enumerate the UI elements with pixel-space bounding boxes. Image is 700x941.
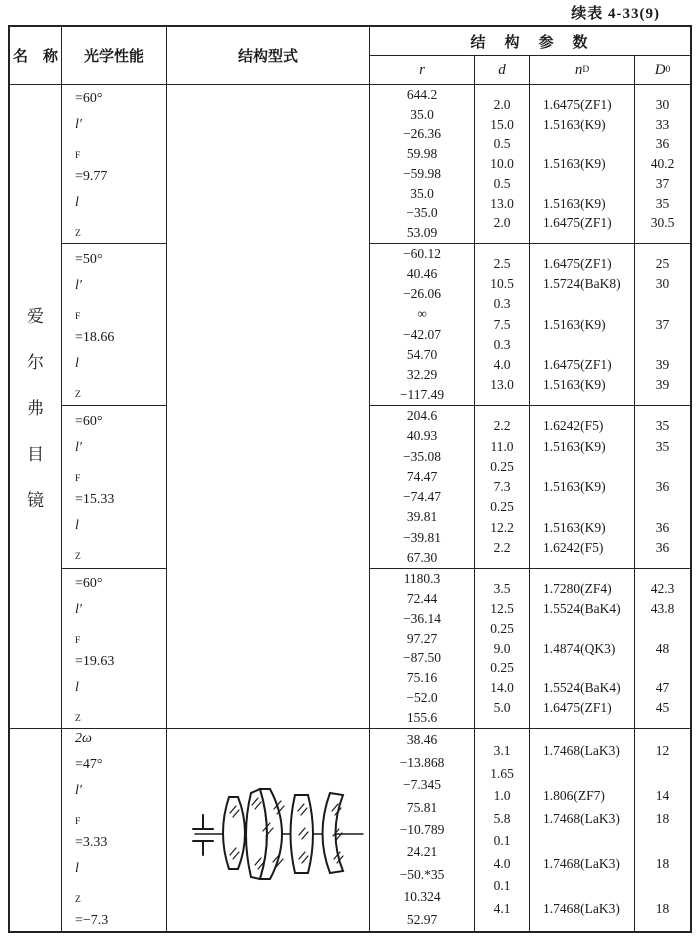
- d0-value: [635, 619, 690, 639]
- perf-symbol: l′: [75, 117, 82, 132]
- nd-value: 1.6242(F5): [543, 418, 604, 434]
- spacer: [530, 558, 634, 568]
- perf-symbol: l: [75, 355, 79, 371]
- d-value: 5.0: [493, 700, 511, 716]
- d0-value: 35: [655, 418, 670, 434]
- spacer: [635, 244, 690, 254]
- eyepiece-name-char: 镜: [27, 491, 44, 510]
- eyepiece-name-char: 目: [27, 445, 44, 464]
- perf-value: =60°: [75, 91, 103, 106]
- d-value: 0.25: [490, 499, 514, 515]
- nd-value: 1.5524(BaK4): [543, 600, 621, 616]
- d0-value: [635, 658, 690, 678]
- r-value: 75.81: [406, 799, 438, 815]
- r-value: 155.6: [406, 710, 438, 726]
- spacer: [530, 85, 634, 95]
- nd-value: [530, 174, 634, 194]
- perf-subscript: F: [75, 150, 81, 161]
- perf-subscript: Z: [75, 713, 81, 724]
- spacer: [475, 233, 529, 243]
- nd-value: 1.5163(K9): [543, 438, 606, 454]
- d-column: [475, 729, 529, 931]
- perf-value: =15.33: [75, 492, 115, 507]
- eyepiece-name-char: 爱: [27, 307, 44, 326]
- spacer: [635, 569, 690, 579]
- d-column: [475, 406, 529, 568]
- perf-line: [75, 856, 166, 931]
- r-value: −7.345: [403, 777, 441, 793]
- perf-symbol: l′: [75, 783, 82, 798]
- perf-value: =18.66: [75, 329, 115, 345]
- d0-value: 14: [655, 788, 670, 804]
- r-column: [370, 244, 474, 405]
- nd-value: 1.5163(K9): [543, 376, 606, 392]
- d-value: 7.5: [493, 316, 511, 332]
- spacer: [530, 569, 634, 579]
- perf-symbol: l′: [75, 440, 82, 455]
- d-value: 3.5: [493, 580, 511, 596]
- perf-symbol: l: [75, 195, 79, 210]
- perf-subscript: Z: [75, 894, 81, 905]
- d0-value: 39: [655, 376, 670, 392]
- perf-line: [75, 112, 166, 190]
- d0-value: 40.2: [650, 156, 675, 171]
- perf-symbol: l: [75, 861, 79, 876]
- perf-subscript: Z: [75, 228, 81, 239]
- r-column: [370, 729, 474, 931]
- d-value: 4.0: [493, 356, 511, 372]
- d-value: 11.0: [490, 438, 514, 454]
- perf-line: [75, 435, 166, 513]
- nd-value: [530, 497, 634, 517]
- perf-subscript: F: [75, 311, 81, 322]
- perf-line: [75, 569, 166, 597]
- d-value: 10.0: [490, 156, 514, 171]
- d0-value: 42.3: [650, 580, 675, 596]
- d-value: 13.0: [490, 195, 514, 211]
- nd-value: 1.7468(LaK3): [543, 900, 620, 916]
- d0-column: [635, 244, 690, 405]
- r-value: 39.81: [406, 509, 438, 525]
- spacer: [530, 920, 634, 931]
- perf-value: =−7.3: [75, 913, 109, 928]
- header-col-nd: n D: [530, 56, 634, 84]
- nd-value: 1.5163(K9): [543, 116, 606, 132]
- d0-value: 35: [655, 195, 670, 211]
- d0-value: 36: [655, 519, 670, 535]
- spacer: [475, 558, 529, 568]
- d-value: 0.5: [493, 136, 511, 152]
- d0-column: [635, 729, 690, 931]
- nd-column: [530, 85, 634, 243]
- perf-subscript: F: [75, 635, 81, 646]
- eyepiece-name-char: 尔: [27, 353, 44, 372]
- r-value: −13.868: [399, 754, 445, 770]
- d0-value: 18: [655, 900, 670, 916]
- d-value: 10.5: [490, 276, 514, 292]
- d-value: 1.65: [490, 765, 514, 781]
- r-value: 72.44: [406, 590, 438, 606]
- r-value: −26.06: [403, 286, 441, 302]
- optical-performance-cell: [62, 406, 166, 568]
- r-value: −59.98: [403, 165, 441, 181]
- perf-line: [75, 729, 166, 778]
- nd-value: [530, 830, 634, 852]
- spacer: [530, 395, 634, 405]
- spacer: [635, 406, 690, 416]
- nd-value: 1.7280(ZF4): [543, 580, 612, 596]
- d-value: 0.1: [493, 833, 511, 849]
- r-value: −50.*35: [399, 866, 445, 882]
- eyepiece-name-cell: [10, 85, 61, 728]
- d-column: [475, 569, 529, 728]
- nd-value: 1.5724(BaK8): [543, 276, 621, 292]
- optical-performance-cell: [62, 569, 166, 728]
- d0-value: 37: [655, 316, 670, 332]
- perf-line: [75, 85, 166, 112]
- r-value: 10.324: [403, 889, 441, 905]
- d0-value: 25: [655, 256, 670, 272]
- r-value: 54.70: [406, 346, 438, 362]
- perf-value: =3.33: [75, 835, 108, 850]
- perf-symbol: l′: [75, 277, 82, 293]
- header-col-d0: D 0: [635, 56, 690, 84]
- spacer: [635, 718, 690, 728]
- spacer: [530, 233, 634, 243]
- d0-value: 45: [655, 700, 670, 716]
- d-value: 0.1: [493, 878, 511, 894]
- d-value: 0.25: [490, 660, 514, 676]
- nd-value: [530, 294, 634, 314]
- r-value: 53.09: [406, 225, 438, 241]
- r-value: 1180.3: [403, 570, 441, 586]
- d-value: 2.2: [493, 418, 511, 434]
- nd-value: 1.5163(K9): [543, 519, 606, 535]
- perf-value: =9.77: [75, 169, 108, 184]
- nd-value: 1.806(ZF7): [543, 788, 605, 804]
- nd-value: 1.4874(QK3): [543, 640, 616, 656]
- d0-value: 39: [655, 356, 670, 372]
- perf-value: [75, 403, 166, 406]
- r-column: [370, 569, 474, 728]
- r-value: 74.47: [406, 468, 438, 484]
- perf-line: [75, 190, 166, 243]
- spacer: [530, 244, 634, 254]
- spacer: [475, 920, 529, 931]
- perf-value: =19.63: [75, 653, 115, 669]
- r-value: −52.0: [406, 690, 438, 706]
- nd-value: [530, 875, 634, 897]
- spacer: [530, 406, 634, 416]
- nd-value: 1.7468(LaK3): [543, 855, 620, 871]
- d-value: 7.3: [493, 479, 511, 494]
- nd-value: 1.6475(ZF1): [543, 256, 612, 272]
- d-value: 5.8: [493, 810, 511, 826]
- r-value: 75.16: [406, 670, 438, 686]
- header-col-d: d: [475, 56, 529, 84]
- perf-line: [75, 675, 166, 729]
- d-value: 0.25: [490, 620, 514, 636]
- nd-value: 1.5163(K9): [543, 316, 606, 332]
- r-value: −10.789: [399, 821, 445, 837]
- perf-symbol: l: [75, 679, 79, 695]
- nd-value: [530, 134, 634, 154]
- perf-line: [75, 513, 166, 568]
- eyepiece-name-char: 弗: [27, 399, 44, 418]
- perf-subscript: F: [75, 473, 81, 484]
- d-value: 4.0: [493, 855, 511, 871]
- optical-performance-cell: [62, 244, 166, 405]
- perf-symbol: l′: [75, 601, 82, 617]
- d-value: 2.5: [493, 256, 511, 272]
- perf-value: =60°: [75, 575, 103, 591]
- perf-line: [75, 273, 166, 351]
- r-value: 38.46: [406, 732, 438, 748]
- field-stop-icon: [193, 815, 213, 855]
- lens-element-4: [323, 793, 344, 873]
- optical-performance-cell: [62, 85, 166, 243]
- header-structure-type: 结构型式: [167, 27, 369, 84]
- r-value: 52.97: [406, 911, 438, 927]
- r-column: [370, 85, 474, 243]
- perf-value: =50°: [75, 251, 103, 267]
- perf-subscript: Z: [75, 551, 81, 562]
- perf-line: [75, 351, 166, 406]
- perf-symbol: 2ω: [75, 731, 92, 746]
- d0-value: [635, 830, 690, 852]
- spacer: [475, 395, 529, 405]
- perf-value: [75, 727, 166, 729]
- nd-value: [530, 763, 634, 785]
- spacer: [530, 718, 634, 728]
- d-value: 2.2: [493, 539, 511, 555]
- nd-value: 1.5163(K9): [543, 195, 606, 211]
- d0-value: 36: [655, 479, 670, 494]
- r-value: 35.0: [410, 106, 434, 122]
- d0-value: 35: [655, 438, 670, 454]
- d-value: 4.1: [493, 900, 511, 916]
- nd-value: [530, 658, 634, 678]
- d0-value: 18: [655, 810, 670, 826]
- nd-value: 1.7468(LaK3): [543, 743, 620, 759]
- nd-column: [530, 729, 634, 931]
- r-value: −74.47: [403, 489, 441, 505]
- header-optical-performance: 光学性能: [62, 27, 166, 84]
- d-value: 0.3: [493, 296, 511, 312]
- d-value: 9.0: [493, 640, 511, 656]
- table: [8, 25, 692, 933]
- d0-value: [635, 335, 690, 355]
- spacer: [475, 85, 529, 95]
- d-value: 2.0: [493, 96, 511, 112]
- d-column: [475, 244, 529, 405]
- d0-column: [635, 406, 690, 568]
- spacer: [530, 729, 634, 740]
- perf-value: [75, 242, 166, 243]
- d0-value: 30: [655, 276, 670, 292]
- d-column: [475, 85, 529, 243]
- name-cell-empty: [10, 729, 61, 931]
- spacer: [475, 729, 529, 740]
- d-value: 14.0: [490, 680, 514, 696]
- spacer: [635, 920, 690, 931]
- d0-value: 36: [655, 136, 670, 152]
- r-value: −36.14: [403, 610, 441, 626]
- page-title: 续表 4-33(9): [571, 6, 660, 22]
- d0-value: 36: [655, 539, 670, 555]
- d-value: 1.0: [493, 788, 511, 804]
- header-col-r: r: [370, 56, 474, 84]
- perf-line: [75, 406, 166, 435]
- d0-value: 18: [655, 855, 670, 871]
- spacer: [475, 244, 529, 254]
- d-value: 0.3: [493, 336, 511, 352]
- d0-column: [635, 85, 690, 243]
- r-value: 67.30: [406, 549, 438, 565]
- d-value: 13.0: [490, 376, 514, 392]
- d0-value: [635, 457, 690, 477]
- spacer: [475, 406, 529, 416]
- d-value: 2.0: [493, 215, 511, 231]
- nd-value: 1.5163(K9): [543, 479, 606, 494]
- d0-value: 37: [655, 175, 670, 191]
- nd-value: 1.6475(ZF1): [543, 356, 612, 372]
- perf-line: [75, 597, 166, 675]
- r-value: 97.27: [406, 630, 438, 646]
- nd-value: 1.5524(BaK4): [543, 680, 621, 696]
- d-value: 12.5: [490, 600, 514, 616]
- spacer: [475, 718, 529, 728]
- r-value: −87.50: [403, 650, 441, 666]
- header-name: 名 称: [10, 27, 61, 84]
- nd-value: 1.6475(ZF1): [543, 215, 612, 231]
- header-structure-params: 结 构 参 数: [370, 27, 690, 55]
- r-value: 24.21: [406, 844, 438, 860]
- nd-value: 1.7468(LaK3): [543, 810, 620, 826]
- d0-value: [635, 763, 690, 785]
- spacer: [635, 729, 690, 740]
- d-value: 0.25: [490, 458, 514, 474]
- perf-value: =60°: [75, 414, 103, 429]
- nd-column: [530, 569, 634, 728]
- perf-line: [75, 244, 166, 273]
- nd-value: [530, 335, 634, 355]
- perf-subscript: Z: [75, 389, 81, 400]
- r-value: 59.98: [406, 146, 438, 162]
- d0-value: 47: [655, 680, 670, 696]
- r-value: 644.2: [406, 86, 438, 102]
- spacer: [635, 85, 690, 95]
- nd-value: 1.6242(F5): [543, 539, 604, 555]
- d0-column: [635, 569, 690, 728]
- d0-value: 30: [655, 96, 670, 112]
- d-value: 3.1: [493, 743, 511, 759]
- nd-column: [530, 244, 634, 405]
- d-value: 0.5: [493, 175, 511, 191]
- d0-value: 33: [655, 116, 670, 132]
- perf-value: =47°: [75, 757, 103, 772]
- spacer: [635, 233, 690, 243]
- d0-value: [635, 875, 690, 897]
- r-value: −42.07: [403, 326, 441, 342]
- perf-subscript: F: [75, 816, 81, 827]
- optical-performance-cell: [62, 729, 166, 931]
- r-value: 40.46: [406, 266, 438, 282]
- d0-value: [635, 294, 690, 314]
- spacer: [635, 558, 690, 568]
- nd-value: 1.6475(ZF1): [543, 96, 612, 112]
- d-value: 15.0: [490, 116, 514, 132]
- spacer: [475, 569, 529, 579]
- perf-value: [75, 565, 166, 568]
- d-value: 12.2: [490, 519, 514, 535]
- nd-value: 1.6475(ZF1): [543, 700, 612, 716]
- structure-cell-merged: [167, 85, 369, 728]
- r-column: [370, 406, 474, 568]
- spacer: [635, 395, 690, 405]
- perf-line: [75, 778, 166, 856]
- r-value: ∞: [417, 306, 427, 322]
- d0-value: 43.8: [650, 600, 675, 616]
- r-value: 40.93: [406, 428, 438, 444]
- r-value: −26.36: [403, 126, 441, 142]
- r-value: 35.0: [410, 185, 434, 201]
- r-value: −60.12: [403, 246, 441, 262]
- nd-value: [530, 619, 634, 639]
- d0-value: 12: [655, 743, 670, 759]
- r-value: −39.81: [403, 529, 441, 545]
- d0-value: [635, 497, 690, 517]
- r-value: 204.6: [406, 408, 438, 424]
- lens-diagram: [167, 731, 369, 929]
- d0-value: 48: [655, 640, 670, 656]
- r-value: −35.08: [403, 448, 441, 464]
- perf-symbol: l: [75, 518, 79, 533]
- structure-cell-diagram: [167, 729, 369, 931]
- r-value: 32.29: [406, 366, 438, 382]
- nd-value: 1.5163(K9): [543, 156, 606, 171]
- nd-value: [530, 457, 634, 477]
- r-value: −35.0: [406, 205, 438, 221]
- nd-column: [530, 406, 634, 568]
- d0-value: 30.5: [650, 215, 675, 231]
- r-value: −117.49: [399, 386, 445, 402]
